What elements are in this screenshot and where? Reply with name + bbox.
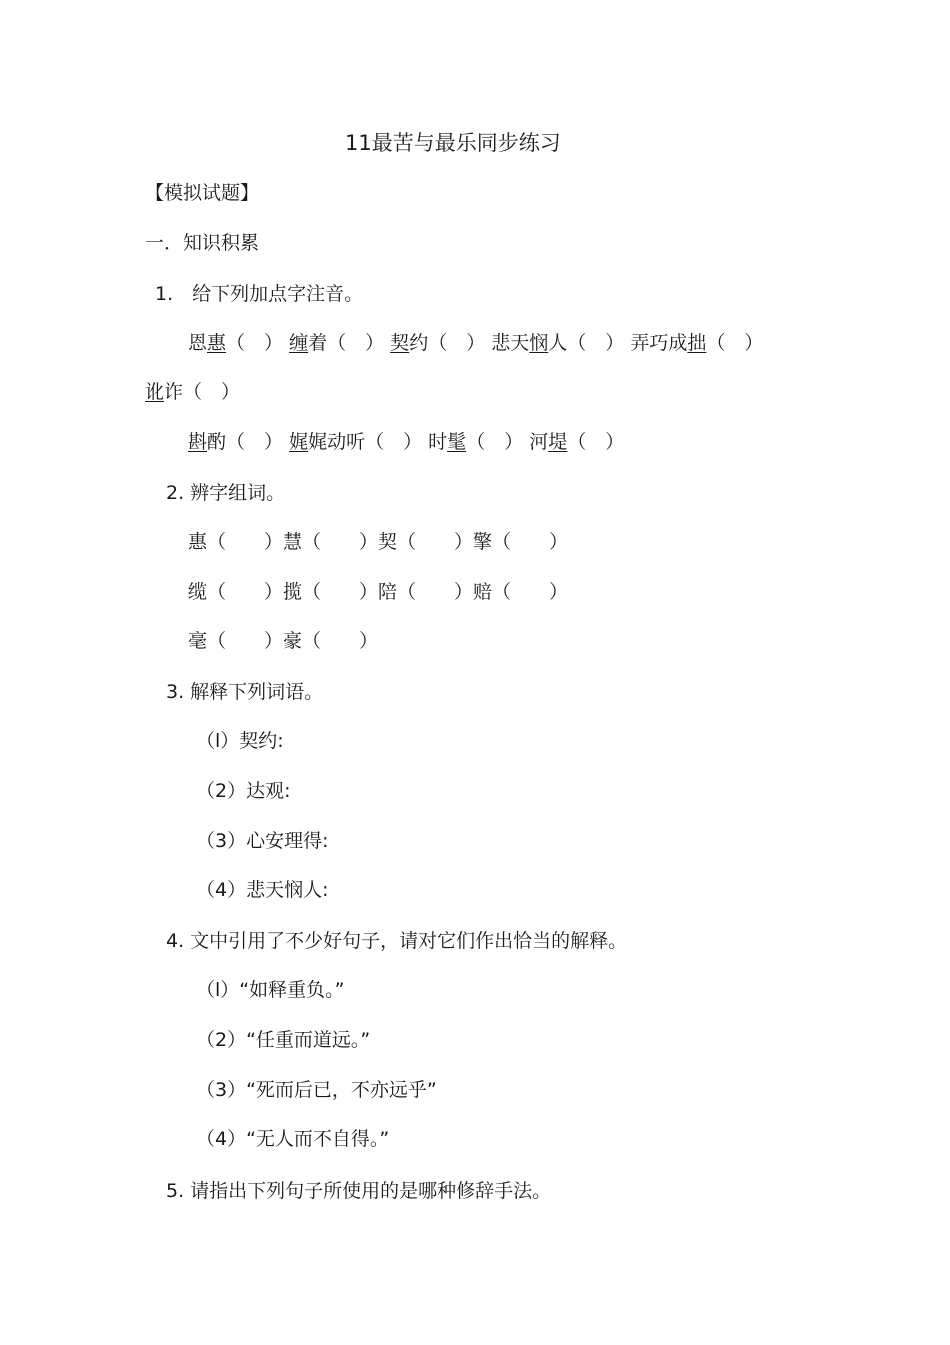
dotted-char: 娓 [289,431,309,453]
dotted-char: 堤 [548,431,568,453]
question-2-row: 惠（ ）慧（ ）契（ ）擎（ ） [188,531,569,553]
question-2-row: 毫（ ）豪（ ） [188,630,379,652]
pinyin-item: 契约（ ） [390,332,486,354]
question-1-prompt: 1. 给下列加点字注音。 [155,283,364,305]
pinyin-item: 时髦（ ） [428,431,524,453]
question-4-prompt: 4. 文中引用了不少好句子，请对它们作出恰当的解释。 [166,930,628,952]
question-2-prompt: 2. 辨字组词。 [166,482,286,504]
question-3-item: （4）悲天悯人: [196,879,329,901]
dotted-char: 斟 [188,431,208,453]
dotted-char: 契 [390,332,410,354]
question-1-row-1 [188,331,763,355]
question-4-item: （l）“如释重负。” [196,979,345,1001]
pinyin-item: 娓娓动听（ ） [289,431,423,453]
pinyin-item: 河堤（ ） [529,431,625,453]
dotted-char: 悯 [529,332,549,354]
pinyin-item: 讹诈（ ） [145,381,241,403]
part-one-heading: 一．知识积累 [145,232,260,254]
section-heading: 【模拟试题】 [145,182,260,204]
question-3-item: （l）契约: [196,730,284,752]
question-2-row: 缆（ ）揽（ ）陪（ ）赔（ ） [188,581,569,603]
pinyin-item: 恩惠（ ） [188,332,284,354]
question-5-prompt: 5. 请指出下列句子所使用的是哪种修辞手法。 [166,1180,552,1202]
dotted-char: 髦 [447,431,467,453]
pinyin-item: 斟酌（ ） [188,431,284,453]
question-1-row-2 [145,380,240,404]
dotted-char: 缠 [289,332,309,354]
pinyin-item: 悲天悯人（ ） [491,332,625,354]
pinyin-item: 缠着（ ） [289,332,385,354]
question-3-prompt: 3. 解释下列词语。 [166,681,324,703]
dotted-char: 拙 [687,332,707,354]
dotted-char: 惠 [207,332,227,354]
question-3-item: （3）心安理得: [196,830,329,852]
dotted-char: 讹 [145,381,165,403]
question-4-item: （4）“无人而不自得。” [196,1128,390,1150]
question-1-row-3 [188,430,624,454]
pinyin-item: 弄巧成拙（ ） [630,332,764,354]
question-3-item: （2）达观: [196,780,291,802]
page-title: 11最苦与最乐同步练习 [345,131,561,155]
question-4-item: （2）“任重而道远。” [196,1029,371,1051]
question-4-item: （3）“死而后已，不亦远乎” [196,1079,437,1101]
